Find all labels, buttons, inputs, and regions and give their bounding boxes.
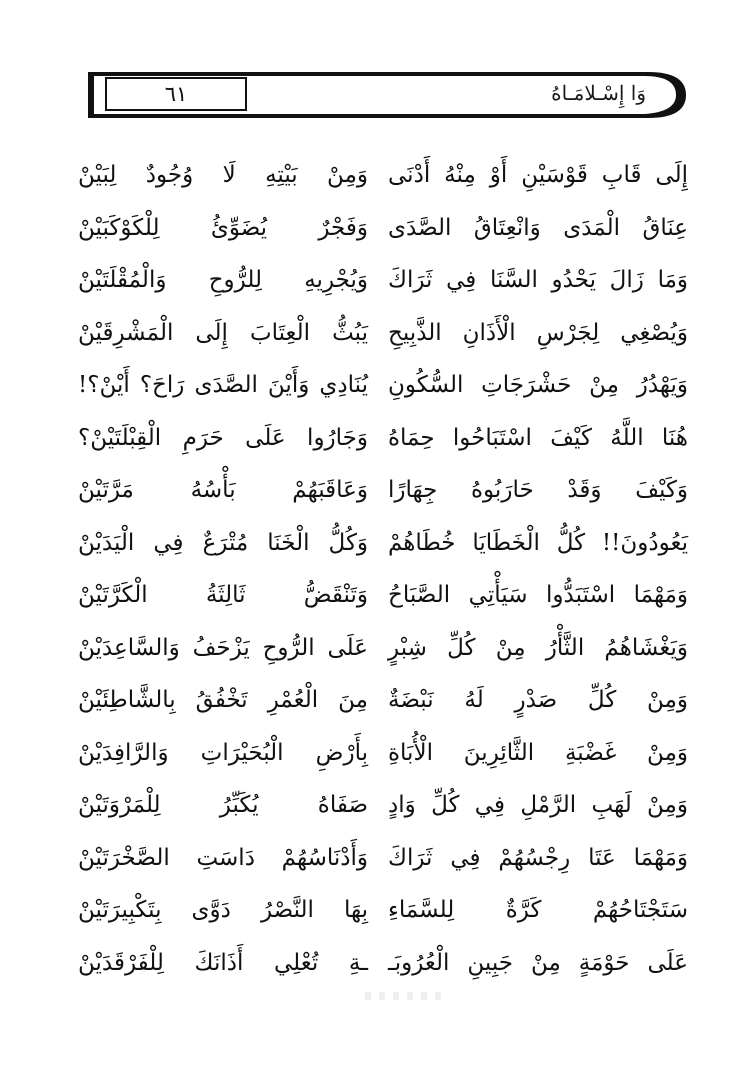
verse-left-hemistich: وَيُجْرِيهِ لِلرُّوحِ وَالْمُقْلَتَيْنْ — [78, 267, 368, 293]
verse-left-hemistich: وَفَجْرٌ يُضَوِّئُ لِلْكَوْكَبَيْنْ — [78, 214, 368, 241]
verse-right-hemistich: وَمِنْ لَهَبِ الرَّمْلِ فِي كُلِّ وَادٍ — [388, 792, 688, 818]
scan-smudge — [365, 992, 445, 1000]
verse-row — [78, 413, 688, 463]
verse-row — [78, 623, 688, 673]
verse-right-hemistich: وَمِنْ غَضْبَةِ الثَّائِرِينَ الْأُبَاةِ — [388, 739, 688, 766]
verse-right-hemistich: وَمَهْمَا اسْتَبَدُّوا سَيَأْتِي الصَّبَاحُ — [388, 582, 688, 608]
verse-row — [78, 675, 688, 725]
verse-right-hemistich: وَمَهْمَا عَتَا رِجْسُهُمْ فِي ثَرَاكَ — [388, 844, 688, 871]
verse-row — [78, 728, 688, 778]
verse-left-hemistich: يَبُثُّ الْعِتَابَ إِلَى الْمَشْرِقَيْنْ — [78, 319, 368, 346]
verse-left-hemistich: وَأَدْنَاسُهُمْ دَاسَتِ الصَّخْرَتَيْنْ — [78, 844, 368, 871]
page-number: ٦١ — [105, 77, 247, 111]
verse-right-hemistich: عِنَاقُ الْمَدَى وَانْعِتَاقُ الصَّدَى — [388, 214, 688, 241]
running-title: وَا إِسْـلامَـاهُ — [551, 81, 646, 105]
verse-left-hemistich: يُنَادِي وَأَيْنَ الصَّدَى رَاحَ؟ أَيْنْ؟! — [78, 372, 368, 398]
verse-row — [78, 465, 688, 515]
verse-right-hemistich: عَلَى حَوْمَةٍ مِنْ جَبِينِ الْعُرُوبَـ — [388, 949, 688, 976]
verse-left-hemistich: بِهَا النَّصْرُ دَوَّى بِتَكْبِيرَتَيْنْ — [78, 897, 368, 923]
verse-right-hemistich: سَتَجْتَاحُهُمْ كَرَّةٌ لِلسَّمَاءِ — [388, 897, 688, 923]
verse-left-hemistich: صَفَاهُ يُكَبِّرُ لِلْمَرْوَتَيْنْ — [78, 792, 368, 818]
verse-right-hemistich: وَيَغْشَاهُمُ الثَّأْرُ مِنْ كُلِّ شِبْرٍ — [388, 634, 688, 661]
verse-left-hemistich: وَكُلُّ الْخَنَا مُتْرَعٌ فِي الْيَدَيْنْ — [78, 529, 368, 556]
verse-right-hemistich: وَمَا زَالَ يَحْدُو السَّنَا فِي ثَرَاكَ — [388, 267, 688, 293]
verse-left-hemistich: بِأَرْضِ الْبُحَيْرَاتِ وَالرَّافِدَيْنْ — [78, 739, 368, 766]
verse-left-hemistich: مِنَ الْعُمْرِ تَخْفُقُ بِالشَّاطِئَيْنْ — [78, 687, 368, 713]
verse-row — [78, 255, 688, 305]
verse-left-hemistich: وَعَاقَبَهُمْ بَأْسُهُ مَرَّتَيْنْ — [78, 477, 368, 503]
verse-row — [78, 885, 688, 935]
verse-right-hemistich: هُنَا اللَّهُ كَيْفَ اسْتَبَاحُوا حِمَاهُ — [388, 424, 688, 451]
verse-row — [78, 360, 688, 410]
verse-right-hemistich: وَيُصْغِي لِجَرْسِ الْأَذَانِ الذَّبِيحِ — [388, 319, 688, 346]
verse-row — [78, 518, 688, 568]
verse-row — [78, 938, 688, 988]
verse-left-hemistich: ـةِ تُعْلِي أَذَانَكَ لِلْفَرْقَدَيْنْ — [78, 949, 368, 976]
verse-row — [78, 308, 688, 358]
verse-row — [78, 570, 688, 620]
verse-right-hemistich: يَعُودُونَ!! كُلُّ الْخَطَايَا خُطَاهُمْ — [388, 529, 688, 556]
poem-body — [78, 150, 688, 990]
verse-left-hemistich: وَتَنْقَضُّ ثَالِثَةُ الْكَرَّتَيْنْ — [78, 582, 368, 608]
verse-right-hemistich: إِلَى قَابِ قَوْسَيْنِ أَوْ مِنْهُ أَدْنَى — [388, 162, 688, 188]
verse-row — [78, 833, 688, 883]
verse-row — [78, 203, 688, 253]
verse-row — [78, 150, 688, 200]
verse-left-hemistich: عَلَى الرُّوحِ يَزْحَفُ وَالسَّاعِدَيْنْ — [78, 634, 368, 661]
verse-right-hemistich: وَكَيْفَ وَقَدْ حَارَبُوهُ جِهَارًا — [388, 477, 688, 503]
verse-left-hemistich: وَمِنْ بَيْتِهِ لَا وُجُودٌ لِبَيْنْ — [78, 162, 368, 188]
page-header — [88, 68, 686, 122]
verse-right-hemistich: وَمِنْ كُلِّ صَدْرٍ لَهُ نَبْضَةٌ — [388, 687, 688, 713]
verse-left-hemistich: وَجَارُوا عَلَى حَرَمِ الْقِبْلَتَيْنْ؟ — [78, 424, 368, 451]
verse-right-hemistich: وَيَهْدُرُ مِنْ حَشْرَجَاتِ السُّكُونِ — [388, 372, 688, 398]
verse-row — [78, 780, 688, 830]
